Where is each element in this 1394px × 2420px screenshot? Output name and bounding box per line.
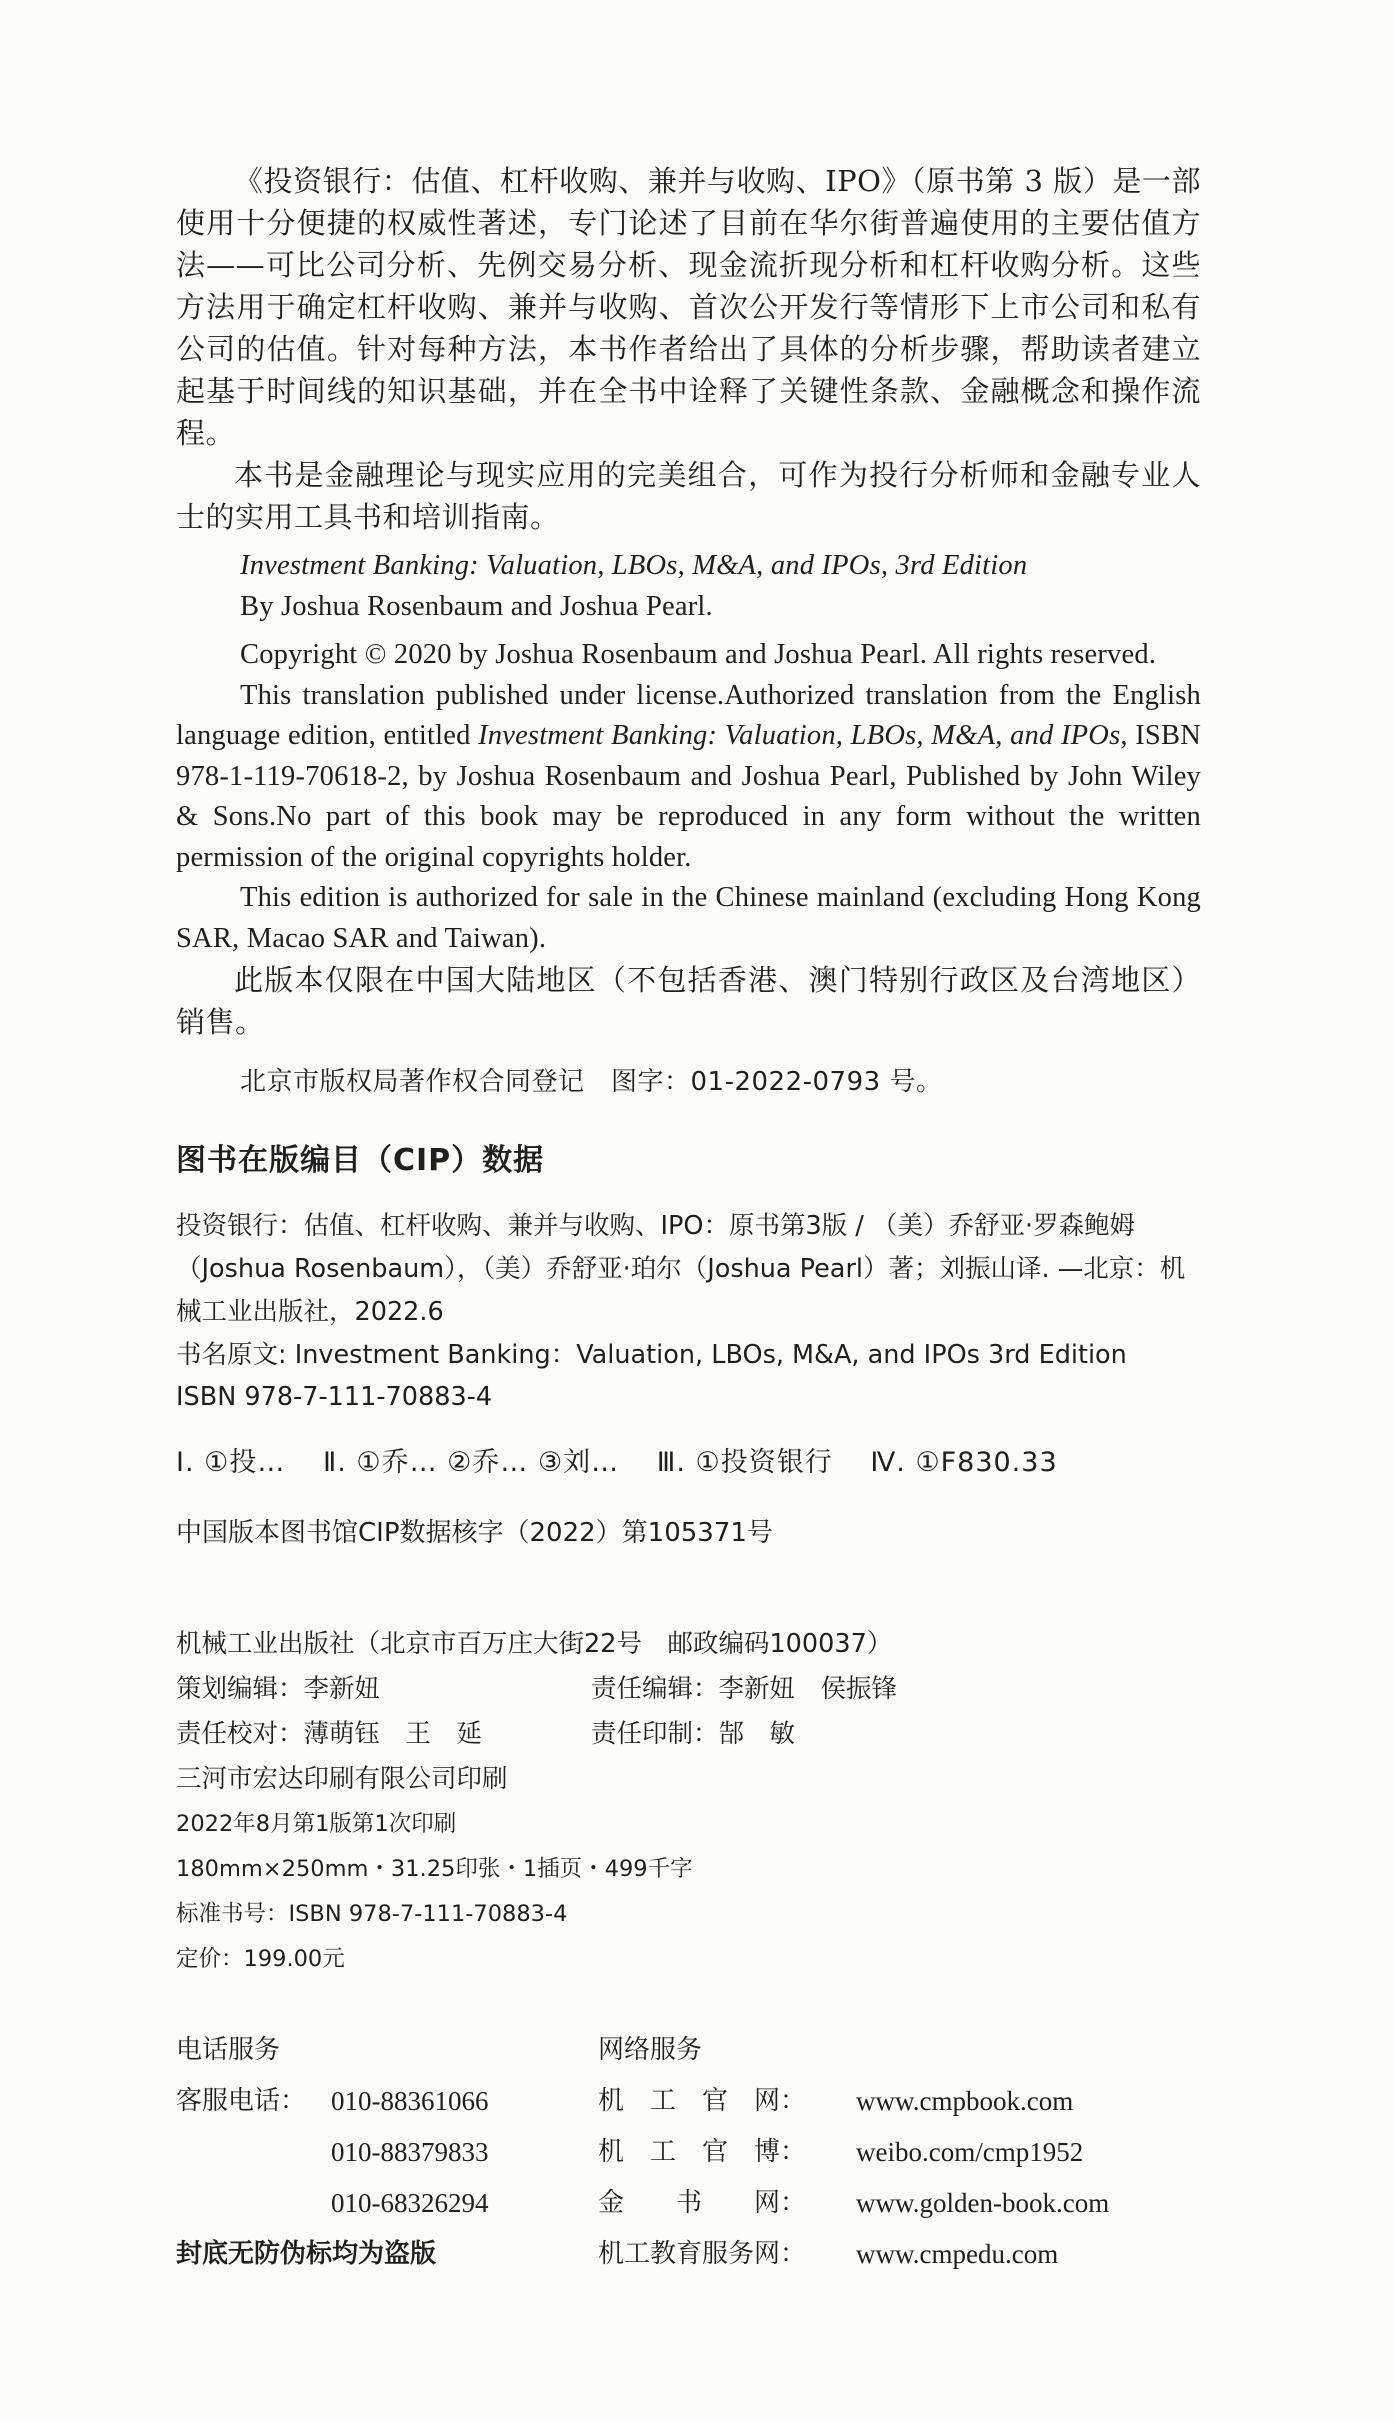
book-introduction bbox=[176, 160, 1201, 1103]
cip-heading: 图书在版编目（CIP）数据 bbox=[176, 1143, 545, 1178]
book-specs: 180mm×250mm・31.25印张・1插页・499千字 bbox=[176, 1856, 693, 1882]
phone-number: 010-88379833 bbox=[331, 2137, 489, 2167]
cip-data-block bbox=[176, 1135, 1206, 1554]
classification-item: Ⅰ. ①投… bbox=[176, 1447, 286, 1478]
proof-row bbox=[176, 1712, 1206, 1757]
phone-number: 010-88361066 bbox=[331, 2086, 489, 2116]
printer: 三河市宏达印刷有限公司印刷 bbox=[176, 1764, 508, 1794]
license-paragraph bbox=[176, 676, 1201, 879]
service-row bbox=[176, 2076, 1206, 2127]
english-title: Investment Banking: Valuation, LBOs, M&A, and IPOs, 3rd Edition bbox=[240, 550, 1028, 581]
copyright-line: Copyright © 2020 by Joshua Rosenbaum and Joshua Pearl. All rights reserved. bbox=[240, 639, 1157, 670]
classification-item: Ⅲ. ①投资银行 bbox=[656, 1447, 833, 1478]
hotline-label: 客服电话： bbox=[176, 2086, 307, 2116]
print-supervisor: 责任印制：郜 敏 bbox=[591, 1719, 796, 1749]
web-service-heading: 网络服务 bbox=[598, 2035, 703, 2065]
publisher-block bbox=[176, 1622, 1206, 1982]
service-row bbox=[176, 2127, 1206, 2178]
web-url[interactable]: weibo.com/cmp1952 bbox=[856, 2137, 1084, 2167]
classification-item: Ⅳ. ①F830.33 bbox=[870, 1447, 1058, 1478]
cip-original-title: 书名原文: Investment Banking：Valuation, LBOs, M&A, and IPOs 3rd Edition bbox=[176, 1340, 1127, 1370]
license-book-title: Investment Banking: Valuation, LBOs, M&A, and IPOs bbox=[478, 720, 1121, 751]
service-block bbox=[176, 2025, 1206, 2280]
web-label: 机 工 官 网： bbox=[598, 2086, 807, 2116]
web-label: 机 工 官 博： bbox=[598, 2137, 807, 2167]
service-headings bbox=[176, 2025, 1206, 2076]
phone-service-heading: 电话服务 bbox=[176, 2035, 281, 2065]
editors-row bbox=[176, 1667, 1206, 1712]
authors-line: By Joshua Rosenbaum and Joshua Pearl. bbox=[240, 590, 713, 622]
standard-number: 标准书号：ISBN 978-7-111-70883-4 bbox=[176, 1901, 568, 1927]
license-text: This translation published under license.Authorized translation from the English language edition, entitled bbox=[176, 679, 1201, 751]
web-url[interactable]: www.cmpedu.com bbox=[856, 2239, 1059, 2269]
classification-item: Ⅱ. ①乔… ②乔… ③刘… bbox=[322, 1447, 620, 1478]
web-url[interactable]: www.cmpbook.com bbox=[856, 2086, 1074, 2116]
copyright-registration: 北京市版权局著作权合同登记 图字：01-2022-0793 号。 bbox=[240, 1067, 943, 1097]
cip-isbn: ISBN 978-7-111-70883-4 bbox=[176, 1382, 493, 1412]
web-label: 机工教育服务网： bbox=[598, 2239, 807, 2269]
edition-info: 2022年8月第1版第1次印刷 bbox=[176, 1811, 457, 1837]
planning-editor: 策划编辑：李新妞 bbox=[176, 1674, 381, 1704]
proofreader: 责任校对：薄萌钰 王 延 bbox=[176, 1719, 483, 1749]
publisher-address: 机械工业出版社（北京市百万庄大街22号 邮政编码100037） bbox=[176, 1629, 893, 1659]
phone-number: 010-68326294 bbox=[331, 2188, 489, 2218]
sale-territory-en: This edition is authorized for sale in the Chinese mainland (excluding Hong Kong SAR, Macao SAR and Taiwan). bbox=[176, 882, 1201, 954]
sale-territory-zh: 此版本仅限在中国大陆地区（不包括香港、澳门特别行政区及台湾地区）销售。 bbox=[176, 963, 1201, 1039]
license-text: , ISBN 978-1-119-70618-2, by Joshua Rosenbaum and Joshua Pearl, Published by John Wiley & Sons.No part of this book may be reproduced in any form without the written permission of the original copyrights holder. bbox=[176, 720, 1201, 873]
web-url[interactable]: www.golden-book.com bbox=[856, 2188, 1110, 2218]
web-label: 金 书 网： bbox=[598, 2188, 807, 2218]
cip-record: 投资银行：估值、杠杆收购、兼并与收购、IPO：原书第3版 / （美）乔舒亚·罗森鲍姆（Joshua Rosenbaum），（美）乔舒亚·珀尔（Joshua Pearl）著；刘振山译. —北京：机械工业出版社，2022.6 bbox=[176, 1211, 1186, 1327]
cip-verification: 中国版本图书馆CIP数据核字（2022）第105371号 bbox=[176, 1518, 773, 1548]
intro-paragraph: 《投资银行：估值、杠杆收购、兼并与收购、IPO》（原书第 3 版）是一部使用十分便捷的权威性著述，专门论述了目前在华尔街普遍使用的主要估值方法——可比公司分析、先例交易分析、现金流折现分析和杠杆收购分析。这些方法用于确定杠杆收购、兼并与收购、首次公开发行等情形下上市公司和私有公司的估值。针对每种方法，本书作者给出了具体的分析步骤，帮助读者建立起基于时间线的知识基础，并在全书中诠释了关键性条款、金融概念和操作流程。 bbox=[176, 164, 1201, 450]
anti-counterfeit-notice: 封底无防伪标均为盗版 bbox=[176, 2239, 437, 2269]
intro-paragraph: 本书是金融理论与现实应用的完美组合，可作为投行分析师和金融专业人士的实用工具书和培训指南。 bbox=[176, 458, 1201, 534]
service-row bbox=[176, 2178, 1206, 2229]
cip-classification bbox=[176, 1442, 1206, 1484]
price: 定价：199.00元 bbox=[176, 1946, 345, 1972]
service-row bbox=[176, 2229, 1206, 2280]
responsible-editor: 责任编辑：李新妞 侯振锋 bbox=[591, 1674, 898, 1704]
